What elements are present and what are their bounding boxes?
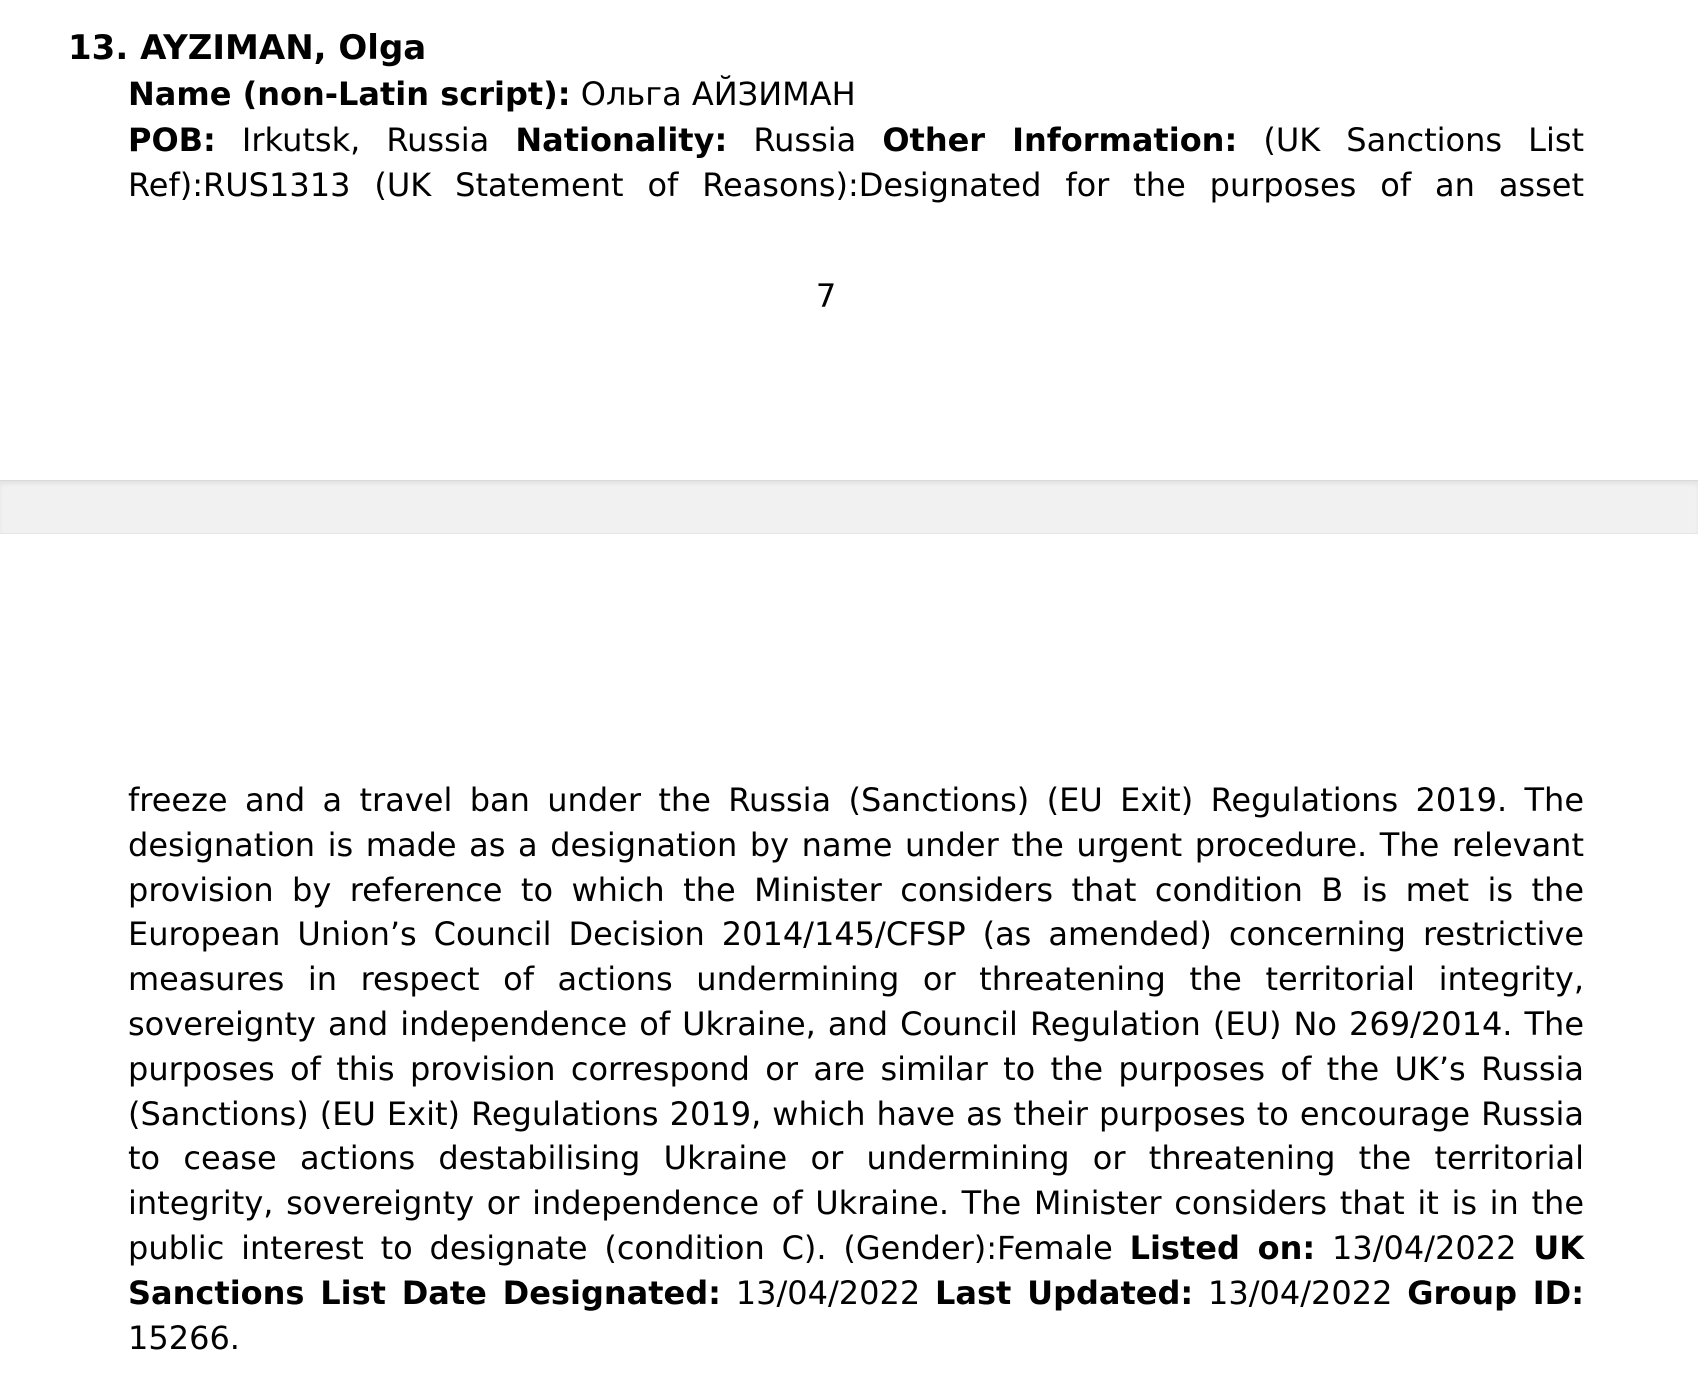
page-break-separator xyxy=(0,480,1698,534)
last-updated-label: Last Updated: xyxy=(935,1273,1194,1312)
entry-heading: 13. AYZIMAN, Olga xyxy=(68,28,427,68)
other-info-top-text: (UK Sanctions List Ref):RUS1313 (UK Statement of Reasons):Designated for the purposes of an asset xyxy=(128,121,1584,204)
other-info-bottom-text: freeze and a travel ban under the Russia (Sanctions) (EU Exit) Regulations 2019. The designation is made as a designation by name under the urgent procedure. The relevant provision by reference to which the Minister considers that condition B is met is the European Union’s Council Decision 2014/145/CFSP (as amended) concerning restrictive measures in respect of actions undermining or threatening the territorial integrity, sovereignty and independence of Ukraine, and Council Regulation (EU) No 269/2014. The purposes of this provision correspond or are similar to the purposes of the UK’s Russia (Sanctions) (EU Exit) Regulations 2019, which have as their purposes to encourage Russia to cease actions destabilising Ukraine or undermining or threatening the territorial integrity, sovereignty or independence of Ukraine. The Minister considers that it is in the public interest to designate (condition C). (Gender):Female xyxy=(128,781,1584,1267)
name-non-latin-label: Name (non-Latin script): xyxy=(128,75,571,113)
group-id-value: 15266. xyxy=(128,1318,240,1357)
document-page-upper xyxy=(0,0,1698,480)
nationality-value: Russia xyxy=(753,121,857,159)
listed-on-label: Listed on: xyxy=(1129,1228,1316,1267)
listed-on-value: 13/04/2022 xyxy=(1332,1228,1517,1267)
nationality-label: Nationality: xyxy=(515,121,728,159)
last-updated-value: 13/04/2022 xyxy=(1208,1273,1393,1312)
page-number: 7 xyxy=(815,277,837,315)
pob-value: Irkutsk, Russia xyxy=(241,121,490,159)
date-designated-value: 13/04/2022 xyxy=(735,1273,921,1312)
pob-label: POB: xyxy=(128,121,216,159)
entry-details-bottom xyxy=(128,778,1584,1360)
date-designated-label: UK Sanctions List Date Designated: xyxy=(128,1228,1585,1312)
name-non-latin-line xyxy=(128,72,856,116)
entry-details-top xyxy=(128,118,1584,210)
group-id-label: Group ID: xyxy=(1407,1273,1585,1312)
name-non-latin-value: Ольга АЙЗИМАН xyxy=(580,75,856,113)
other-info-label: Other Information: xyxy=(882,121,1238,159)
